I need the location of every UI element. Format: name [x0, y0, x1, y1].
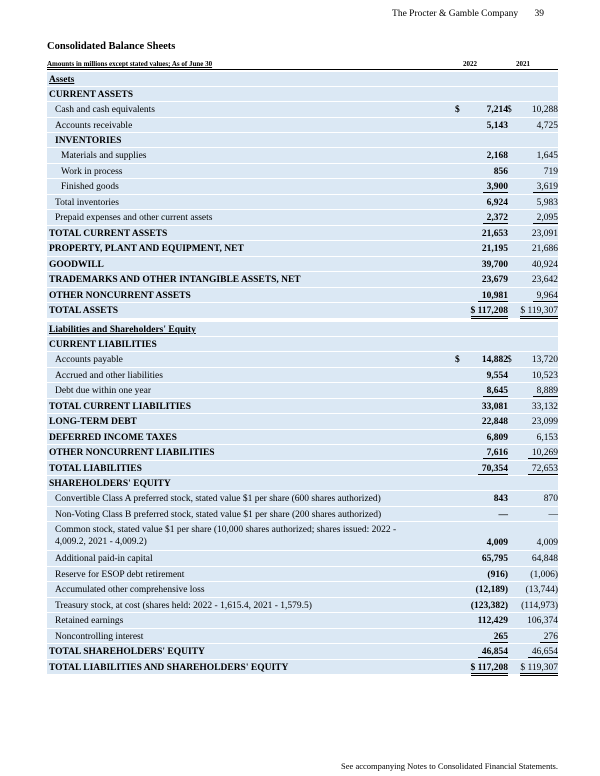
value-2021	[512, 104, 558, 116]
table-row	[47, 118, 558, 134]
value-2022	[455, 181, 508, 193]
value-2022	[455, 509, 508, 521]
value-2021	[512, 370, 558, 382]
table-row	[47, 337, 558, 352]
value-2021-text: $ 119,307	[520, 306, 558, 319]
currency-symbol-2022: $	[455, 355, 460, 365]
value-2022-text: 22,848	[481, 417, 508, 427]
table-row	[47, 148, 558, 164]
units-label: Amounts in millions except stated values; As of June 30	[47, 60, 213, 68]
table-row	[47, 210, 558, 226]
value-2022-text: 2,372	[483, 213, 508, 224]
value-2022-text: 46,854	[478, 647, 508, 658]
value-2021-text: 9,964	[533, 291, 558, 302]
value-2022-text: 9,554	[486, 370, 508, 381]
value-2021	[512, 447, 558, 459]
value-2022	[455, 432, 508, 444]
table-row	[47, 87, 558, 102]
company-name: The Procter & Gamble Company	[392, 9, 519, 19]
value-2022	[455, 274, 508, 286]
table-row	[47, 660, 558, 676]
column-2021: 2021	[516, 60, 530, 68]
value-2021-text: (114,973)	[521, 600, 558, 611]
value-2022	[455, 537, 508, 549]
value-2021-text: 33,132	[531, 401, 558, 412]
row-label: OTHER NONCURRENT LIABILITIES	[49, 448, 215, 458]
table-row	[47, 179, 558, 195]
row-label: Convertible Class A preferred stock, stated value $1 per share (600 shares authorized)	[55, 494, 381, 504]
value-2021-text: 40,924	[531, 259, 558, 270]
table-row	[47, 476, 558, 491]
value-2022-text: (12,189)	[475, 585, 508, 595]
value-2021-text: 13,720	[531, 355, 558, 365]
value-2021	[512, 631, 558, 643]
page-number: 39	[534, 9, 544, 19]
row-label: TOTAL CURRENT ASSETS	[49, 228, 168, 239]
value-2022	[455, 212, 508, 224]
value-2021	[512, 646, 558, 658]
value-2022-text: 112,429	[477, 616, 508, 626]
value-2021	[512, 120, 558, 132]
row-label: TOTAL LIABILITIES	[49, 463, 142, 474]
row-label: Non-Voting Class B preferred stock, stated value $1 per share (200 shares authorized)	[55, 509, 382, 520]
value-2022	[455, 600, 508, 612]
row-label: Work in process	[61, 166, 123, 177]
row-label: Finished goods	[61, 182, 119, 192]
row-label: Reserve for ESOP debt retirement	[55, 569, 185, 580]
row-label: Assets	[49, 75, 75, 85]
value-2021	[512, 401, 558, 413]
table-row	[47, 72, 558, 87]
column-2022: 2022	[463, 60, 477, 68]
liabilities-table	[47, 322, 558, 675]
value-2021	[512, 432, 558, 444]
row-label: TOTAL LIABILITIES AND SHAREHOLDERS' EQUITY	[49, 662, 289, 673]
value-2022	[455, 416, 508, 428]
value-2021	[512, 463, 558, 475]
value-2021-text: 23,091	[531, 228, 558, 239]
value-2021-text: 10,523	[531, 370, 558, 381]
currency-symbol-2021: $	[507, 355, 512, 365]
value-2022-text: 7,616	[483, 448, 508, 459]
value-2022	[455, 104, 508, 116]
value-2021-text: 276	[540, 632, 558, 643]
value-2022-text: 3,900	[483, 182, 508, 193]
table-row	[47, 303, 558, 319]
value-2021-text: 106,374	[527, 616, 558, 626]
row-label: CURRENT LIABILITIES	[49, 340, 157, 350]
value-2021	[512, 385, 558, 397]
row-label: Noncontrolling interest	[55, 631, 144, 642]
value-2022-text: 265	[490, 632, 508, 643]
table-row	[47, 491, 558, 507]
value-2022	[455, 631, 508, 643]
table-row	[47, 629, 558, 645]
value-2022-text: $ 117,208	[471, 306, 508, 319]
value-2022	[455, 553, 508, 565]
row-label: TOTAL SHAREHOLDERS' EQUITY	[49, 647, 205, 657]
value-2022-text: 23,679	[481, 275, 508, 285]
column-header-row	[47, 61, 558, 70]
value-2022-text: 70,354	[478, 464, 508, 475]
value-2022	[455, 584, 508, 596]
table-row	[47, 507, 558, 523]
value-2021	[512, 569, 558, 581]
row-label: Retained earnings	[55, 616, 124, 626]
table-row	[47, 461, 558, 477]
value-2022-text: 21,195	[481, 244, 508, 254]
value-2021	[512, 354, 558, 366]
value-2021-text: 3,619	[533, 182, 558, 193]
value-2022	[455, 228, 508, 240]
table-row	[47, 551, 558, 567]
value-2022	[455, 243, 508, 255]
row-label: TOTAL ASSETS	[49, 306, 119, 316]
value-2021	[512, 615, 558, 627]
table-row	[47, 582, 558, 598]
table-row	[47, 522, 558, 551]
value-2022-text: 14,882	[481, 355, 508, 365]
value-2021-text: 72,653	[528, 464, 558, 475]
value-2021	[512, 584, 558, 596]
value-2021-text: 2,095	[533, 213, 558, 224]
value-2021	[512, 274, 558, 286]
value-2021-text: 870	[543, 494, 558, 504]
table-row	[47, 241, 558, 257]
value-2021	[512, 228, 558, 240]
table-row	[47, 272, 558, 288]
value-2021-text: 8,889	[533, 386, 558, 397]
value-2021	[512, 662, 558, 674]
table-row	[47, 368, 558, 384]
value-2022	[455, 493, 508, 505]
table-row	[47, 164, 558, 180]
value-2021	[512, 509, 558, 521]
value-2021	[512, 212, 558, 224]
value-2021-text: 10,269	[528, 448, 558, 459]
table-row	[47, 445, 558, 461]
value-2022-text: 6,809	[486, 432, 508, 443]
table-row	[47, 226, 558, 242]
table-row	[47, 399, 558, 415]
value-2022-text: 7,214	[486, 105, 508, 115]
row-label: GOODWILL	[49, 259, 104, 270]
row-label: Common stock, stated value $1 per share (10,000 shares authorized; shares issued: 2022 - 4,009.2, 2021 - 4,009.2)	[55, 525, 397, 547]
value-2021	[512, 197, 558, 209]
value-2021-text: 6,153	[536, 432, 558, 443]
table-row	[47, 322, 558, 337]
value-2021	[512, 243, 558, 255]
value-2022-text: 33,081	[481, 401, 508, 412]
table-row	[47, 613, 558, 629]
table-row	[47, 352, 558, 368]
value-2022	[455, 662, 508, 674]
value-2021-text: 23,642	[531, 275, 558, 285]
value-2022	[455, 354, 508, 366]
value-2022-text: 5,143	[486, 120, 508, 131]
value-2021	[512, 181, 558, 193]
value-2021-text: (1,006)	[530, 569, 558, 580]
value-2021	[512, 259, 558, 271]
value-2022	[455, 290, 508, 302]
row-label: Accounts payable	[55, 355, 123, 365]
value-2022	[455, 197, 508, 209]
row-label: Additional paid-in capital	[55, 554, 153, 564]
row-label: Treasury stock, at cost (shares held: 2022 - 1,615.4, 2021 - 1,579.5)	[55, 600, 312, 611]
value-2021	[512, 305, 558, 317]
row-label: TOTAL CURRENT LIABILITIES	[49, 401, 192, 412]
row-label: LONG-TERM DEBT	[49, 417, 137, 427]
value-2022-text: 21,653	[481, 228, 508, 239]
value-2022-text: —	[498, 509, 508, 520]
assets-table	[47, 72, 558, 319]
table-row	[47, 102, 558, 118]
table-row	[47, 383, 558, 399]
value-2022	[455, 463, 508, 475]
table-row	[47, 133, 558, 148]
value-2022-text: $ 117,208	[471, 663, 508, 676]
value-2022-text: 856	[493, 166, 508, 177]
row-label: CURRENT ASSETS	[49, 90, 134, 100]
value-2021	[512, 416, 558, 428]
value-2021	[512, 553, 558, 565]
footnote: See accompanying Notes to Consolidated Financial Statements.	[341, 761, 558, 771]
statement-title: Consolidated Balance Sheets	[47, 41, 176, 52]
value-2021	[512, 150, 558, 162]
currency-symbol-2021: $	[507, 105, 512, 115]
value-2022-text: 65,795	[481, 554, 508, 564]
value-2021-text: 4,009	[536, 538, 558, 548]
value-2021	[512, 600, 558, 612]
value-2022-text: 6,924	[486, 197, 508, 208]
value-2022	[455, 569, 508, 581]
row-label: INVENTORIES	[55, 136, 122, 146]
value-2022	[455, 305, 508, 317]
value-2021-text: 21,686	[531, 244, 558, 254]
table-row	[47, 288, 558, 304]
value-2021-text: 1,645	[536, 151, 558, 161]
row-label: Materials and supplies	[61, 151, 147, 161]
row-label: TRADEMARKS AND OTHER INTANGIBLE ASSETS, NET	[49, 275, 301, 285]
value-2022-text: (123,382)	[470, 600, 508, 611]
value-2021	[512, 166, 558, 178]
value-2022	[455, 447, 508, 459]
row-label: Total inventories	[55, 197, 119, 208]
value-2022-text: (916)	[487, 569, 508, 580]
value-2022	[455, 150, 508, 162]
value-2021-text: (13,744)	[525, 585, 558, 595]
value-2021	[512, 537, 558, 549]
value-2021-text: 64,848	[531, 554, 558, 564]
value-2022-text: 2,168	[486, 151, 508, 161]
value-2022	[455, 646, 508, 658]
value-2022-text: 8,645	[483, 386, 508, 397]
value-2021	[512, 290, 558, 302]
table-row	[47, 598, 558, 614]
row-label: DEFERRED INCOME TAXES	[49, 432, 177, 443]
value-2022	[455, 120, 508, 132]
value-2022-text: 10,981	[478, 291, 508, 302]
value-2022	[455, 370, 508, 382]
table-row	[47, 195, 558, 211]
value-2021-text: $ 119,307	[520, 663, 558, 676]
table-row	[47, 644, 558, 660]
table-row	[47, 257, 558, 273]
value-2021-text: 5,983	[536, 197, 558, 208]
value-2022	[455, 385, 508, 397]
value-2021-text: —	[548, 509, 558, 520]
value-2021-text: 4,725	[536, 120, 558, 131]
page-header	[392, 9, 544, 19]
row-label: Cash and cash equivalents	[55, 105, 155, 115]
value-2021-text: 23,099	[531, 417, 558, 427]
value-2021	[512, 493, 558, 505]
row-label: Prepaid expenses and other current assets	[55, 213, 213, 223]
value-2021-text: 719	[543, 166, 558, 177]
row-label: SHAREHOLDERS' EQUITY	[49, 479, 171, 489]
row-label: PROPERTY, PLANT AND EQUIPMENT, NET	[49, 244, 244, 254]
table-row	[47, 414, 558, 430]
row-label: Debt due within one year	[55, 386, 152, 396]
currency-symbol-2022: $	[455, 105, 460, 115]
value-2022-text: 843	[493, 494, 508, 504]
table-row	[47, 567, 558, 583]
value-2022	[455, 615, 508, 627]
value-2022	[455, 166, 508, 178]
value-2021-text: 10,288	[531, 105, 558, 115]
value-2022	[455, 401, 508, 413]
row-label: Accumulated other comprehensive loss	[55, 585, 205, 595]
value-2021-text: 46,654	[528, 647, 558, 658]
row-label: Liabilities and Shareholders' Equity	[49, 325, 196, 335]
value-2022-text: 4,009	[486, 538, 508, 548]
row-label: Accrued and other liabilities	[55, 370, 163, 381]
table-row	[47, 430, 558, 446]
row-label: OTHER NONCURRENT ASSETS	[49, 290, 191, 301]
value-2022	[455, 259, 508, 271]
value-2022-text: 39,700	[481, 259, 508, 270]
row-label: Accounts receivable	[55, 120, 133, 131]
